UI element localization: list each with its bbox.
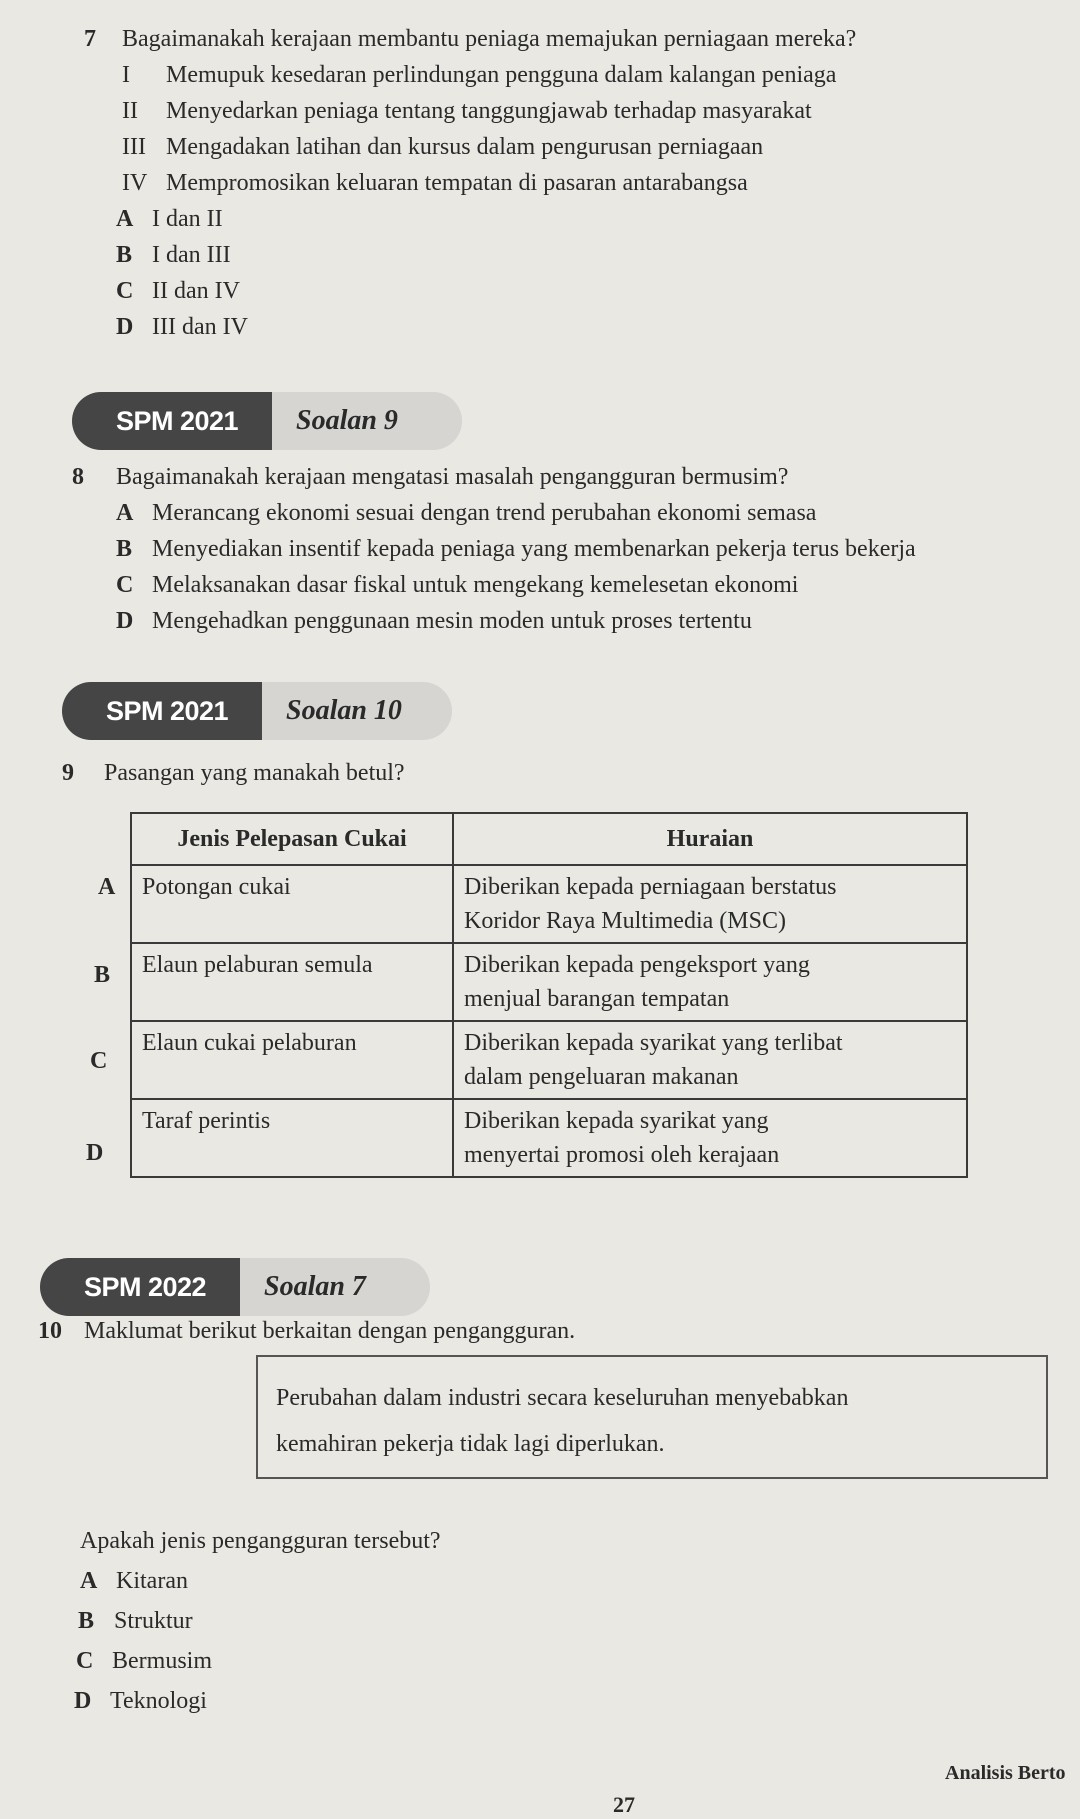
option-a[interactable] bbox=[116, 496, 816, 530]
option-c[interactable] bbox=[116, 568, 798, 602]
info-line: Perubahan dalam industri secara keseluruhan menyebabkan bbox=[276, 1385, 849, 1411]
option-letter: A bbox=[80, 1568, 98, 1594]
option-d[interactable] bbox=[116, 310, 248, 344]
table-row[interactable] bbox=[131, 1021, 967, 1099]
question-7 bbox=[0, 0, 1080, 360]
huraian-line: Diberikan kepada syarikat yang terlibat bbox=[464, 1030, 843, 1056]
jenis-cell: Elaun pelaburan semula bbox=[131, 943, 453, 1021]
statement-roman: II bbox=[122, 98, 138, 124]
jenis-cell: Elaun cukai pelaburan bbox=[131, 1021, 453, 1099]
info-box bbox=[256, 1355, 1048, 1479]
jenis-cell: Potongan cukai bbox=[131, 865, 453, 943]
statement-text: Mengadakan latihan dan kursus dalam pengurusan perniagaan bbox=[166, 134, 764, 160]
table-header: Jenis Pelepasan Cukai bbox=[131, 813, 453, 865]
option-text: III dan IV bbox=[152, 314, 248, 340]
question-stem: Maklumat berikut berkaitan dengan pengangguran. bbox=[84, 1318, 576, 1344]
huraian-cell bbox=[453, 943, 967, 1021]
option-d[interactable] bbox=[116, 604, 752, 638]
option-c[interactable] bbox=[76, 1644, 212, 1678]
huraian-cell bbox=[453, 865, 967, 943]
huraian-line: menjual barangan tempatan bbox=[464, 986, 730, 1012]
option-text: Struktur bbox=[114, 1608, 193, 1634]
option-text: I dan II bbox=[152, 206, 223, 232]
huraian-line: Koridor Raya Multimedia (MSC) bbox=[464, 908, 786, 934]
row-letter-c: C bbox=[90, 1048, 108, 1074]
row-letter-b: B bbox=[94, 962, 111, 988]
exam-year-label: SPM 2021 bbox=[62, 682, 272, 740]
table-header-row bbox=[131, 813, 967, 865]
statement-iv bbox=[122, 166, 748, 200]
question-8 bbox=[0, 460, 1080, 660]
statement-text: Memupuk kesedaran perlindungan pengguna dalam kalangan peniaga bbox=[166, 62, 837, 88]
statement-roman: IV bbox=[122, 170, 148, 196]
option-letter: A bbox=[116, 206, 134, 232]
option-a[interactable] bbox=[80, 1564, 188, 1598]
table-row[interactable] bbox=[131, 943, 967, 1021]
question-number: 7 bbox=[84, 26, 96, 52]
question-stem: Bagaimanakah kerajaan membantu peniaga memajukan perniagaan mereka? bbox=[122, 26, 857, 52]
option-letter: A bbox=[116, 500, 134, 526]
row-letter-a: A bbox=[98, 874, 116, 900]
option-b[interactable] bbox=[78, 1604, 193, 1638]
option-letter: D bbox=[74, 1688, 92, 1714]
option-letter: B bbox=[116, 242, 133, 268]
soalan-label: Soalan 7 bbox=[240, 1258, 430, 1316]
footer-text: Analisis Berto bbox=[945, 1762, 1066, 1784]
option-text: Merancang ekonomi sesuai dengan trend perubahan ekonomi semasa bbox=[152, 500, 817, 526]
huraian-line: Diberikan kepada pengeksport yang bbox=[464, 952, 810, 978]
question-number: 9 bbox=[62, 760, 74, 786]
info-line: kemahiran pekerja tidak lagi diperlukan. bbox=[276, 1431, 665, 1457]
statement-text: Menyedarkan peniaga tentang tanggungjawab terhadap masyarakat bbox=[166, 98, 812, 124]
question-number: 8 bbox=[72, 464, 84, 490]
statement-ii bbox=[122, 94, 812, 128]
option-b[interactable] bbox=[116, 238, 231, 272]
jenis-cell: Taraf perintis bbox=[131, 1099, 453, 1177]
option-letter: C bbox=[116, 278, 134, 304]
question-9 bbox=[0, 756, 1080, 796]
question-10 bbox=[0, 1314, 1080, 1354]
exam-year-label: SPM 2022 bbox=[40, 1258, 250, 1316]
table-header: Huraian bbox=[453, 813, 967, 865]
huraian-line: menyertai promosi oleh kerajaan bbox=[464, 1142, 780, 1168]
soalan-label: Soalan 9 bbox=[272, 392, 462, 450]
statement-text: Mempromosikan keluaran tempatan di pasaran antarabangsa bbox=[166, 170, 748, 196]
option-text: Bermusim bbox=[112, 1648, 212, 1674]
option-letter: B bbox=[116, 536, 133, 562]
option-text: Menyediakan insentif kepada peniaga yang membenarkan pekerja terus bekerja bbox=[152, 536, 916, 562]
question-number: 10 bbox=[38, 1318, 62, 1344]
row-letter-d: D bbox=[86, 1140, 104, 1166]
huraian-cell bbox=[453, 1099, 967, 1177]
option-a[interactable] bbox=[116, 202, 223, 236]
option-letter: C bbox=[76, 1648, 94, 1674]
option-text: Mengehadkan penggunaan mesin moden untuk proses tertentu bbox=[152, 608, 752, 634]
option-letter: B bbox=[78, 1608, 95, 1634]
statement-iii bbox=[122, 130, 763, 164]
option-d[interactable] bbox=[74, 1684, 207, 1718]
question-10-body bbox=[0, 1524, 1080, 1724]
question-text: Apakah jenis pengangguran tersebut? bbox=[80, 1528, 441, 1554]
statement-roman: I bbox=[122, 62, 130, 88]
option-text: I dan III bbox=[152, 242, 231, 268]
statement-roman: III bbox=[122, 134, 146, 160]
option-letter: D bbox=[116, 314, 134, 340]
huraian-line: Diberikan kepada syarikat yang bbox=[464, 1108, 769, 1134]
soalan-label: Soalan 10 bbox=[262, 682, 452, 740]
huraian-line: Diberikan kepada perniagaan berstatus bbox=[464, 874, 837, 900]
page-number: 27 bbox=[613, 1792, 635, 1817]
option-text: II dan IV bbox=[152, 278, 240, 304]
huraian-line: dalam pengeluaran makanan bbox=[464, 1064, 739, 1090]
table-row[interactable] bbox=[131, 865, 967, 943]
statement-i bbox=[122, 58, 836, 92]
huraian-cell bbox=[453, 1021, 967, 1099]
option-text: Kitaran bbox=[116, 1568, 188, 1594]
question-stem: Pasangan yang manakah betul? bbox=[104, 760, 405, 786]
option-letter: C bbox=[116, 572, 134, 598]
option-c[interactable] bbox=[116, 274, 240, 308]
exam-year-label: SPM 2021 bbox=[72, 392, 282, 450]
option-letter: D bbox=[116, 608, 134, 634]
option-text: Melaksanakan dasar fiskal untuk mengekang kemelesetan ekonomi bbox=[152, 572, 799, 598]
table-row[interactable] bbox=[131, 1099, 967, 1177]
option-b[interactable] bbox=[116, 532, 916, 566]
question-stem: Bagaimanakah kerajaan mengatasi masalah pengangguran bermusim? bbox=[116, 464, 789, 490]
option-text: Teknologi bbox=[110, 1688, 207, 1714]
tax-relief-table bbox=[130, 812, 968, 1178]
